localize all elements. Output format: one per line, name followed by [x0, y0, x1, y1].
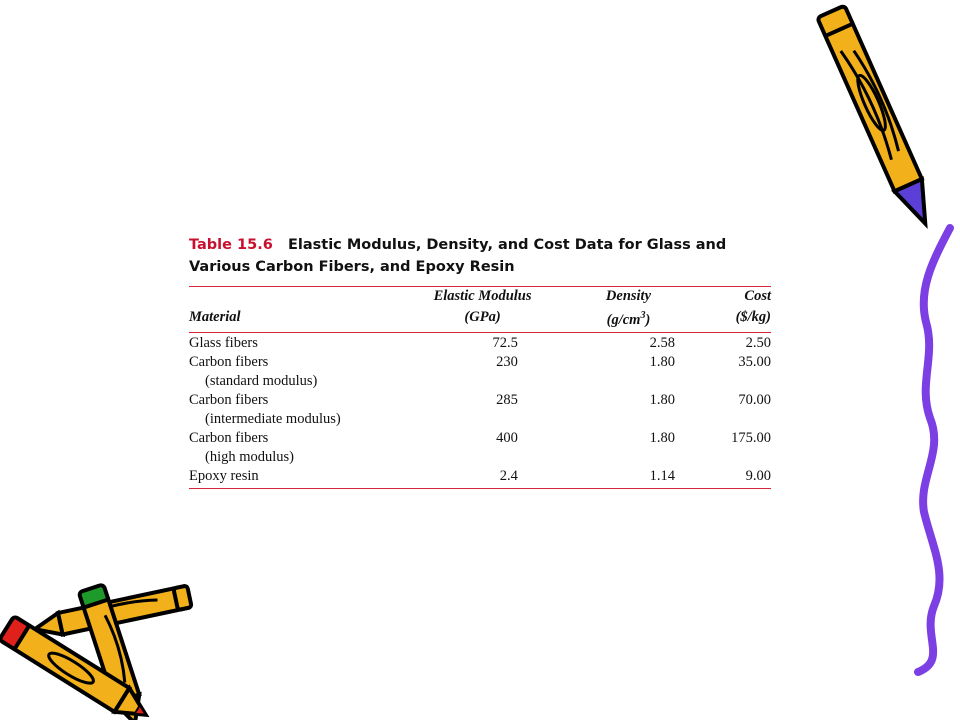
material-cell: Carbon fibers	[189, 353, 269, 370]
header-material: Material	[189, 309, 241, 326]
table-row-note	[189, 410, 771, 429]
table-caption-label: Table 15.6	[189, 237, 273, 253]
density-unit-prefix: (g/cm	[606, 311, 641, 328]
cost-cell: 70.00	[738, 391, 771, 408]
table-row-note	[189, 372, 771, 391]
header-density: Density	[605, 288, 652, 304]
table-row	[189, 353, 771, 372]
header-row-2	[189, 306, 771, 330]
cost-cell: 35.00	[738, 353, 771, 370]
header-modulus-unit: (GPa)	[464, 309, 501, 326]
header-cost: Cost	[744, 288, 771, 304]
material-cell: Carbon fibers	[189, 429, 269, 446]
material-note-cell: (intermediate modulus)	[205, 410, 341, 427]
material-cell: Carbon fibers	[189, 391, 269, 408]
header-rule	[189, 332, 771, 333]
table-row	[189, 429, 771, 448]
header-row-1	[189, 287, 771, 306]
table-bottom-rule	[189, 488, 771, 489]
modulus-cell: 2.4	[499, 467, 518, 484]
header-cost-unit: ($/kg)	[735, 309, 771, 326]
density-cell: 1.80	[649, 429, 675, 446]
cost-cell: 175.00	[731, 429, 771, 446]
table-row	[189, 467, 771, 486]
data-table-body	[189, 334, 771, 486]
table-row	[189, 334, 771, 353]
header-modulus: Elastic Modulus	[433, 288, 532, 304]
density-cell: 2.58	[649, 334, 675, 351]
density-cell: 1.14	[649, 467, 675, 484]
material-cell: Glass fibers	[189, 334, 258, 351]
density-unit-suffix: )	[645, 311, 651, 328]
pencil-top-right-icon	[817, 5, 939, 229]
modulus-cell: 230	[496, 353, 518, 370]
squiggle-line-icon	[918, 228, 950, 672]
cost-cell: 2.50	[745, 334, 771, 351]
material-note-cell: (high modulus)	[205, 448, 295, 465]
modulus-cell: 400	[496, 429, 518, 446]
header-density-unit	[555, 306, 682, 330]
density-cell: 1.80	[649, 353, 675, 370]
cost-cell: 9.00	[745, 467, 771, 484]
material-note-cell: (standard modulus)	[205, 372, 318, 389]
table-figure	[189, 234, 771, 489]
modulus-cell: 72.5	[492, 334, 518, 351]
density-cell: 1.80	[649, 391, 675, 408]
data-table	[189, 287, 771, 330]
table-row	[189, 391, 771, 410]
table-caption	[189, 234, 771, 278]
density-unit-superscript: 3	[640, 310, 646, 321]
table-row-note	[189, 448, 771, 467]
table-caption-text: Elastic Modulus, Density, and Cost Data for Glass and Various Carbon Fibers, and Epoxy Resin	[189, 237, 727, 275]
material-cell: Epoxy resin	[189, 467, 259, 484]
modulus-cell: 285	[496, 391, 518, 408]
